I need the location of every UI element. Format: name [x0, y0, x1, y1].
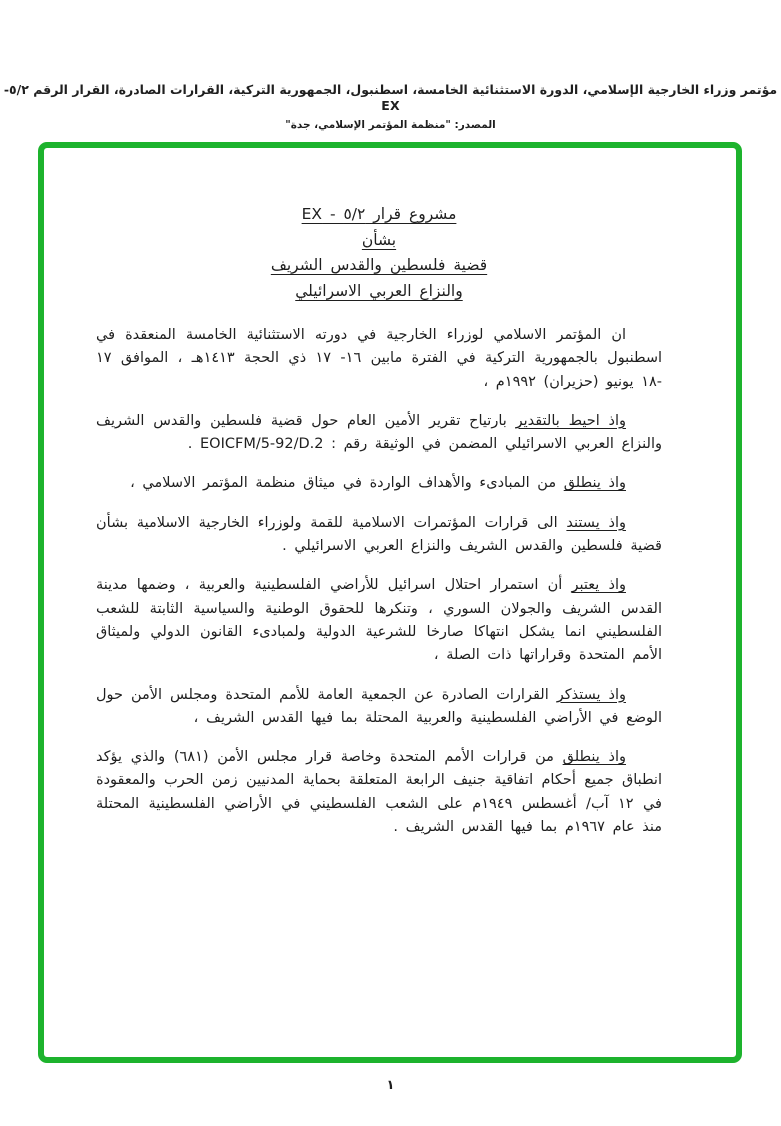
document-border-frame: [38, 142, 742, 1063]
resolution-paragraphs: [96, 324, 662, 839]
resolution-paragraph: واذ يعتبر أن استمرار احتلال اسرائيل للأراضي الفلسطينية والعربية ، وضمها مدينة القدس الشريف والجولان السوري ، وتنكرها للحقوق الوطنية والسياسية الثابتة للشعب الفلسطيني انما يشكل انتهاكا صارخا للشرعية الدولية ولمبادىء القانون الدولي ولميثاق الأمم المتحدة وقراراتها ذات الصلة ،: [96, 577, 662, 664]
paragraph-lead-phrase: واذ احيط بالتقدير: [515, 412, 626, 429]
resolution-paragraph: ان المؤتمر الاسلامي لوزراء الخارجية في دورته الاستثنائية الخامسة المنعقدة في اسطنبول بالجمهورية التركية في الفترة مابين ١٦- ١٧ ذي الحجة ١٤١٣هـ ، الموافق ١٧ -١٨ يونيو (حزيران) ١٩٩٢م ،: [96, 327, 663, 390]
resolution-body: [96, 202, 662, 855]
resolution-paragraph: واذ احيط بالتقدير بارتياح تقرير الأمين العام حول قضية فلسطين والقدس الشريف والنزاع العربي الاسرائيلي المضمن في الوثيقة رقم : EOICFM/5-92/D.2 .: [96, 412, 662, 453]
paragraph-lead-phrase: واذ ينطلق: [562, 749, 627, 766]
resolution-paragraph: واذ يستند الى قرارات المؤتمرات الاسلامية للقمة ولوزراء الخارجية الاسلامية بشأن قضية فلسطين والقدس الشريف والنزاع العربي الاسرائيلي .: [96, 514, 662, 555]
paragraph-lead-phrase: واذ يعتبر: [571, 577, 626, 594]
header-title: مؤتمر وزراء الخارجية الإسلامي، الدورة الاستثنائية الخامسة، اسطنبول، الجمهورية التركية، القرارات الصادرة، القرار الرقم ٥/٢-EX: [3, 82, 778, 113]
header-source: المصدر: "منظمة المؤتمر الإسلامي، جدة": [285, 119, 496, 131]
resolution-title-line: بشأن: [361, 230, 397, 249]
resolution-paragraph: واذ ينطلق من قرارات الأمم المتحدة وخاصة قرار مجلس الأمن (٦٨١) والذي يؤكد انطباق جميع أحكام اتفاقية جنيف الرابعة المتعلقة بحماية المدنيين زمن الحرب والمعقودة في ١٢ آب/ أغسطس ١٩٤٩م على الشعب الفلسطيني في الأراضي الفلسطينية المحتلة منذ عام ١٩٦٧م بما فيها القدس الشريف .: [96, 749, 662, 836]
paragraph-lead-phrase: واذ ينطلق: [563, 475, 626, 492]
page-number: ١: [386, 1078, 395, 1093]
resolution-title-line: مشروع قرار ٥/٢ - EX: [301, 205, 457, 223]
resolution-title-line: والنزاع العربي الاسرائيلي: [295, 281, 463, 300]
resolution-title-line: قضية فلسطين والقدس الشريف: [270, 256, 488, 274]
paragraph-lead-phrase: واذ يستذكر: [556, 686, 626, 703]
resolution-paragraph: واذ يستذكر القرارات الصادرة عن الجمعية العامة للأمم المتحدة ومجلس الأمن حول الوضع في الأراضي الفلسطينية والعربية المحتلة بما فيها القدس الشريف ،: [96, 686, 662, 726]
resolution-title: [96, 202, 662, 304]
resolution-paragraph: واذ ينطلق من المبادىء والأهداف الواردة في ميثاق منظمة المؤتمر الاسلامي ،: [130, 475, 626, 492]
paragraph-lead-phrase: واذ يستند: [566, 514, 626, 531]
document-header: [0, 82, 781, 131]
